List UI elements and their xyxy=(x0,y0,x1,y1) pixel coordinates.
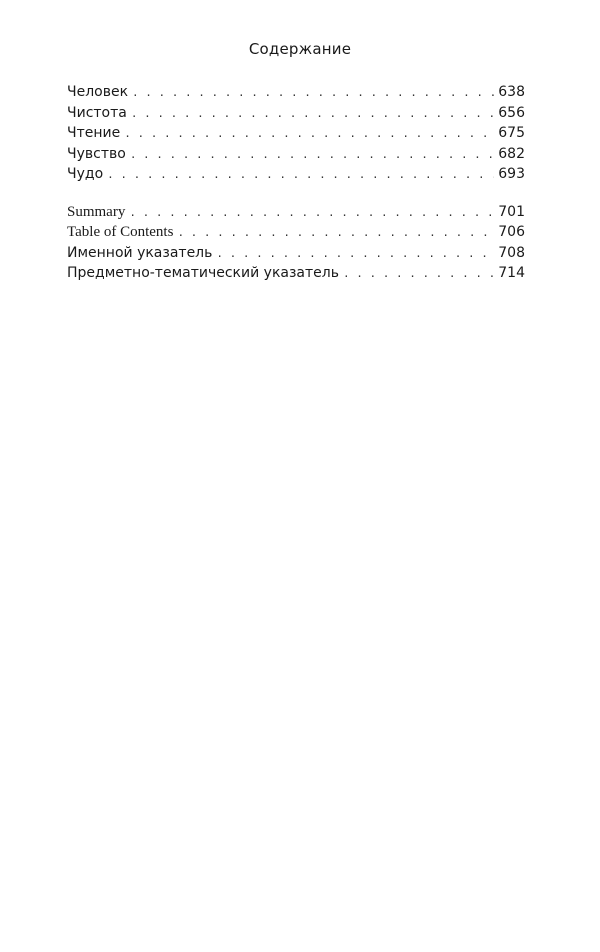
table-of-contents xyxy=(67,82,525,284)
toc-entry-page: 682 xyxy=(498,145,525,162)
toc-entry[interactable] xyxy=(67,222,525,243)
toc-entry[interactable] xyxy=(67,202,525,223)
toc-entry-title: Именной указатель xyxy=(67,244,213,261)
page-title: Содержание xyxy=(248,40,352,58)
toc-entry-title: Summary xyxy=(67,203,126,220)
toc-group-back-matter xyxy=(67,202,525,284)
dot-leader xyxy=(132,83,494,104)
toc-entry-title: Человек xyxy=(67,84,129,100)
dot-leader xyxy=(216,244,494,265)
toc-entry-page: 656 xyxy=(498,104,525,121)
toc-entry[interactable] xyxy=(67,82,525,103)
toc-entry[interactable] xyxy=(67,164,525,185)
toc-entry-title: Чистота xyxy=(67,104,127,121)
toc-entry-page: 675 xyxy=(498,125,525,141)
toc-entry-title: Чудо xyxy=(67,166,104,182)
dot-leader xyxy=(130,145,494,166)
toc-entry-title: Чтение xyxy=(67,125,121,141)
toc-entry-page: 708 xyxy=(498,244,525,261)
dot-leader xyxy=(124,124,494,145)
dot-leader xyxy=(343,264,494,285)
toc-entry-page: 693 xyxy=(498,166,525,182)
toc-entry-page: 706 xyxy=(498,224,525,240)
toc-entry[interactable] xyxy=(67,123,525,144)
toc-entry-page: 701 xyxy=(498,203,525,220)
toc-entry-title: Предметно-тематический указатель xyxy=(67,265,339,281)
toc-entry-page: 638 xyxy=(498,84,525,100)
toc-group-chapters xyxy=(67,82,525,185)
toc-entry[interactable] xyxy=(67,103,525,124)
toc-entry-page: 714 xyxy=(498,265,525,281)
dot-leader xyxy=(129,203,494,224)
toc-entry[interactable] xyxy=(67,144,525,165)
dot-leader xyxy=(131,104,494,125)
dot-leader xyxy=(177,223,494,244)
toc-entry-title: Table of Contents xyxy=(67,224,174,240)
toc-entry-title: Чувство xyxy=(67,145,126,162)
dot-leader xyxy=(107,165,494,186)
toc-entry[interactable] xyxy=(67,243,525,264)
toc-entry[interactable] xyxy=(67,263,525,284)
